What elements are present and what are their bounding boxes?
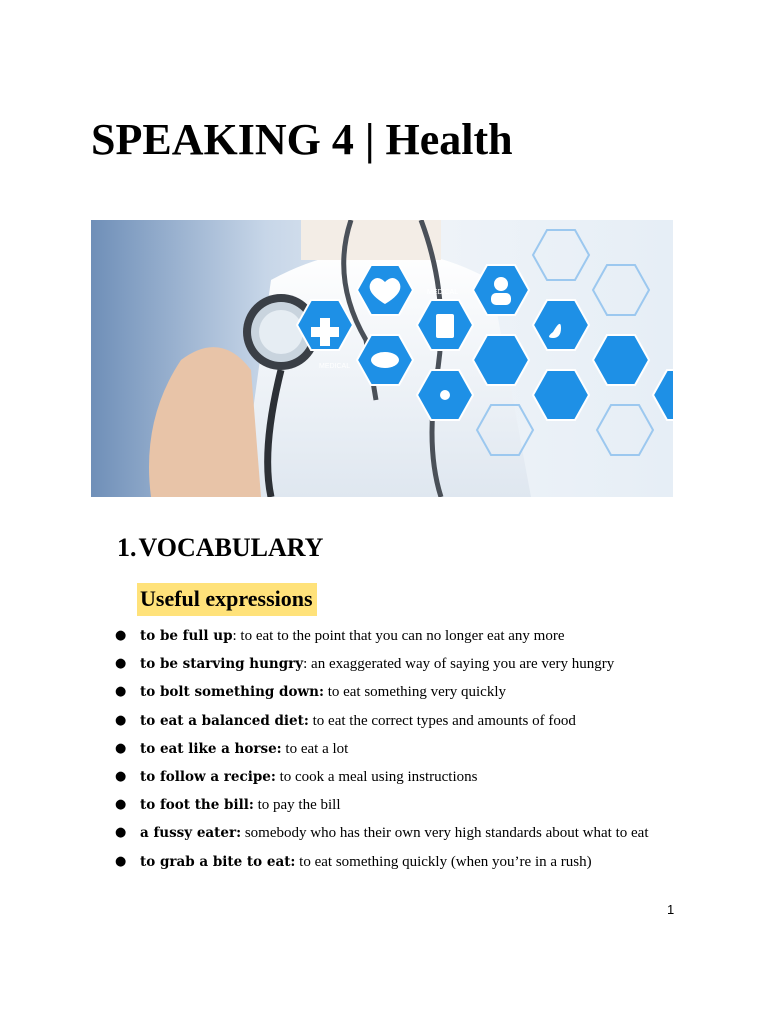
section-heading [117,533,323,563]
useful-expressions-heading: Useful expressions [137,583,317,616]
vocab-term: to be full up [140,628,233,644]
list-item [0,848,768,876]
vocab-definition: : an exaggerated way of saying you are very hungry [303,656,615,673]
vocab-term: to grab a bite to eat: [140,853,296,870]
bullet-icon: ● [115,656,127,672]
bullet-icon: ● [115,825,127,841]
medical-label: MEDICAL [427,289,459,296]
list-item [0,735,768,763]
vocab-definition: : to eat to the point that you can no longer eat any more [232,628,565,644]
bullet-icon: ● [115,684,127,700]
medical-label: MEDICAL [319,363,351,370]
vocab-term: to foot the bill: [140,797,254,814]
list-item [0,791,768,819]
vocab-definition: to eat the correct types and amounts of food [308,712,576,729]
vocab-term: to bolt something down: [140,684,324,701]
bullet-icon: ● [115,628,127,643]
vocab-definition: to cook a meal using instructions [275,769,478,786]
page-number: 1 [667,902,675,917]
page-title: SPEAKING 4 | Health [91,115,513,164]
list-item [0,819,768,847]
vocab-definition: to eat something quickly (when you’re in a rush) [295,853,592,870]
vocab-term: a fussy eater: [140,825,242,842]
vocab-definition: to eat something very quickly [323,684,506,701]
bullet-icon: ● [115,769,127,785]
bullet-icon: ● [115,740,127,756]
bullet-icon: ● [115,853,127,869]
bullet-icon: ● [115,712,127,728]
vocab-definition: to eat a lot [281,740,349,757]
vocab-term: to eat like a horse: [140,740,282,757]
list-item [0,650,768,678]
list-item [0,622,768,650]
list-item [0,763,768,791]
section-title: VOCABULARY [138,533,324,562]
vocab-definition: somebody who has their own very high standards about what to eat [241,825,649,842]
health-banner-image [91,220,673,497]
vocab-term: to be starving hungry [140,656,304,673]
vocab-definition: to pay the bill [253,797,341,814]
list-item [0,707,768,735]
section-number: 1. [117,533,137,562]
vocabulary-list [0,622,768,876]
vocab-term: to eat a balanced diet: [140,712,309,729]
list-item [0,678,768,706]
vocab-term: to follow a recipe: [140,769,276,786]
bullet-icon: ● [115,797,127,813]
